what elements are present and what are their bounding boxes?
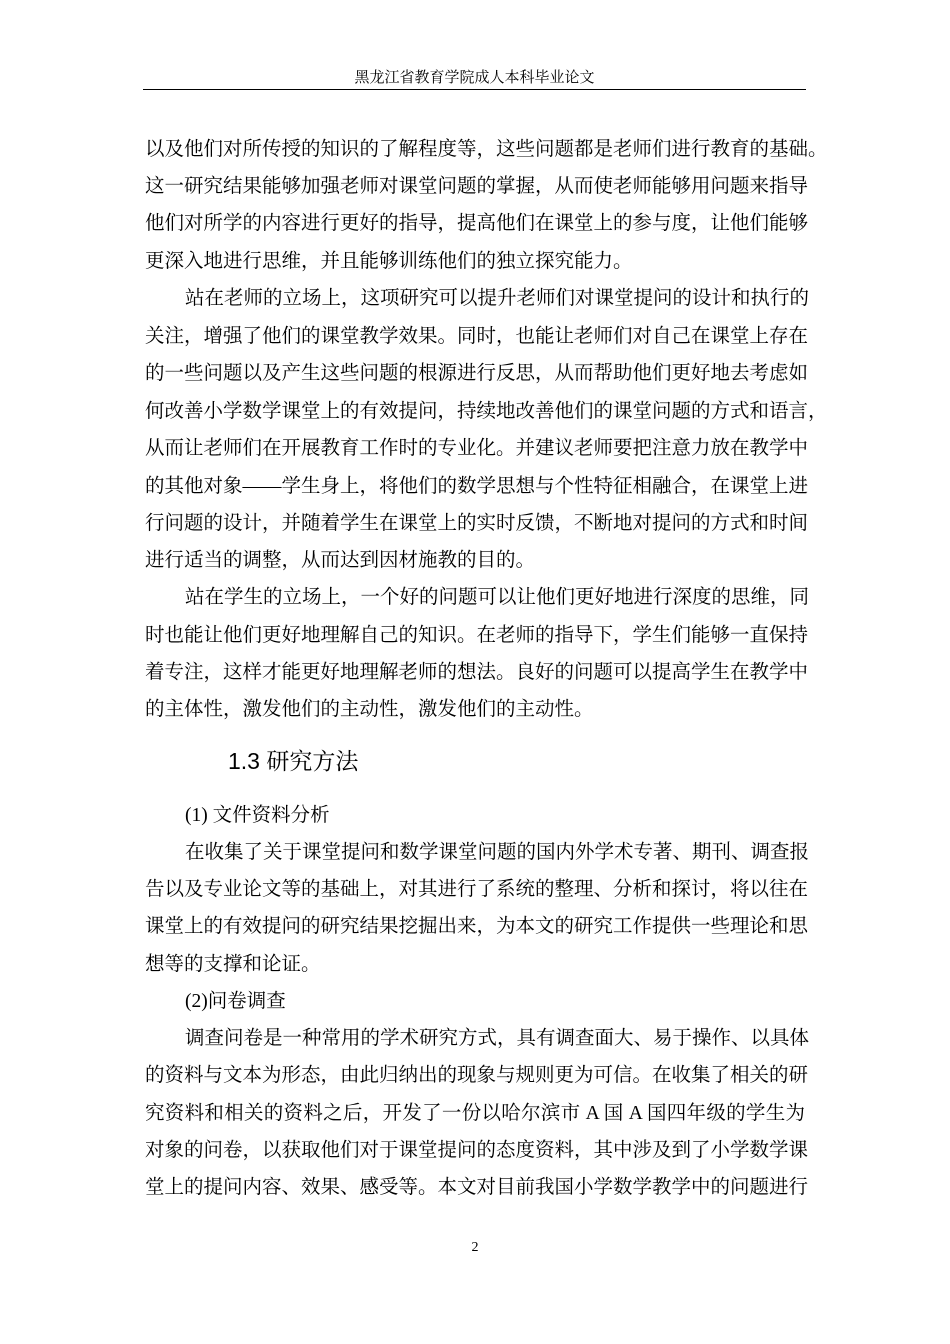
paragraph-line: 站在学生的立场上，一个好的问题可以让他们更好地进行深度的思维，同 xyxy=(185,587,810,608)
paragraph-line: 想等的支撑和论证。 xyxy=(145,954,321,975)
paragraph-line: 课堂上的有效提问的研究结果挖掘出来，为本文的研究工作提供一些理论和思 xyxy=(145,916,809,937)
paragraph-line: 告以及专业论文等的基础上，对其进行了系统的整理、分析和探讨，将以往在 xyxy=(145,879,809,900)
paragraph-line: 的资料与文本为形态，由此归纳出的现象与规则更为可信。在收集了相关的研 xyxy=(145,1065,809,1086)
paragraph-line: 堂上的提问内容、效果、感受等。本文对目前我国小学数学教学中的问题进行 xyxy=(145,1177,809,1198)
paragraph-line: 在收集了关于课堂提问和数学课堂问题的国内外学术专著、期刊、调查报 xyxy=(185,842,810,863)
subsection-label: (1) 文件资料分析 xyxy=(185,805,330,826)
paragraph-line: 更深入地进行思维，并且能够训练他们的独立探究能力。 xyxy=(145,251,633,272)
paragraph-line: 站在老师的立场上，这项研究可以提升老师们对课堂提问的设计和执行的 xyxy=(185,288,810,309)
paragraph-line: 时也能让他们更好地理解自己的知识。在老师的指导下，学生们能够一直保持 xyxy=(145,625,809,646)
page-number: 2 xyxy=(471,1240,479,1255)
paragraph-line: 以及他们对所传授的知识的了解程度等，这些问题都是老师们进行教育的基础。 xyxy=(145,139,828,160)
paragraph-line: 着专注，这样才能更好地理解老师的想法。良好的问题可以提高学生在教学中 xyxy=(145,662,809,683)
subsection-label: (2)问卷调查 xyxy=(185,991,286,1012)
section-heading: 1.3 研究方法 xyxy=(228,748,359,774)
page-header: 黑龙江省教育学院成人本科毕业论文 xyxy=(354,70,595,86)
paragraph-line: 的一些问题以及产生这些问题的根源进行反思，从而帮助他们更好地去考虑如 xyxy=(145,363,809,384)
paragraph-line: 他们对所学的内容进行更好的指导，提高他们在课堂上的参与度，让他们能够 xyxy=(145,213,809,234)
paragraph-line: 对象的问卷，以获取他们对于课堂提问的态度资料，其中涉及到了小学数学课 xyxy=(145,1140,809,1161)
paragraph-line: 调查问卷是一种常用的学术研究方式，具有调查面大、易于操作、以具体 xyxy=(185,1028,810,1049)
paragraph-line: 究资料和相关的资料之后，开发了一份以哈尔滨市 A 国 A 国四年级的学生为 xyxy=(145,1103,805,1124)
paragraph-line: 行问题的设计，并随着学生在课堂上的实时反馈，不断地对提问的方式和时间 xyxy=(145,513,809,534)
paragraph-line: 这一研究结果能够加强老师对课堂问题的掌握，从而使老师能够用问题来指导 xyxy=(145,176,809,197)
paragraph-line: 关注，增强了他们的课堂教学效果。同时，也能让老师们对自己在课堂上存在 xyxy=(145,326,809,347)
paragraph-line: 何改善小学数学课堂上的有效提问，持续地改善他们的课堂问题的方式和语言， xyxy=(145,401,828,422)
paragraph-line: 进行适当的调整，从而达到因材施教的目的。 xyxy=(145,550,536,571)
paragraph-line: 的其他对象——学生身上，将他们的数学思想与个性特征相融合，在课堂上进 xyxy=(145,476,809,497)
header-rule xyxy=(143,89,806,90)
paragraph-line: 从而让老师们在开展教育工作时的专业化。并建议老师要把注意力放在教学中 xyxy=(145,438,809,459)
paragraph-line: 的主体性，激发他们的主动性，激发他们的主动性。 xyxy=(145,699,594,720)
